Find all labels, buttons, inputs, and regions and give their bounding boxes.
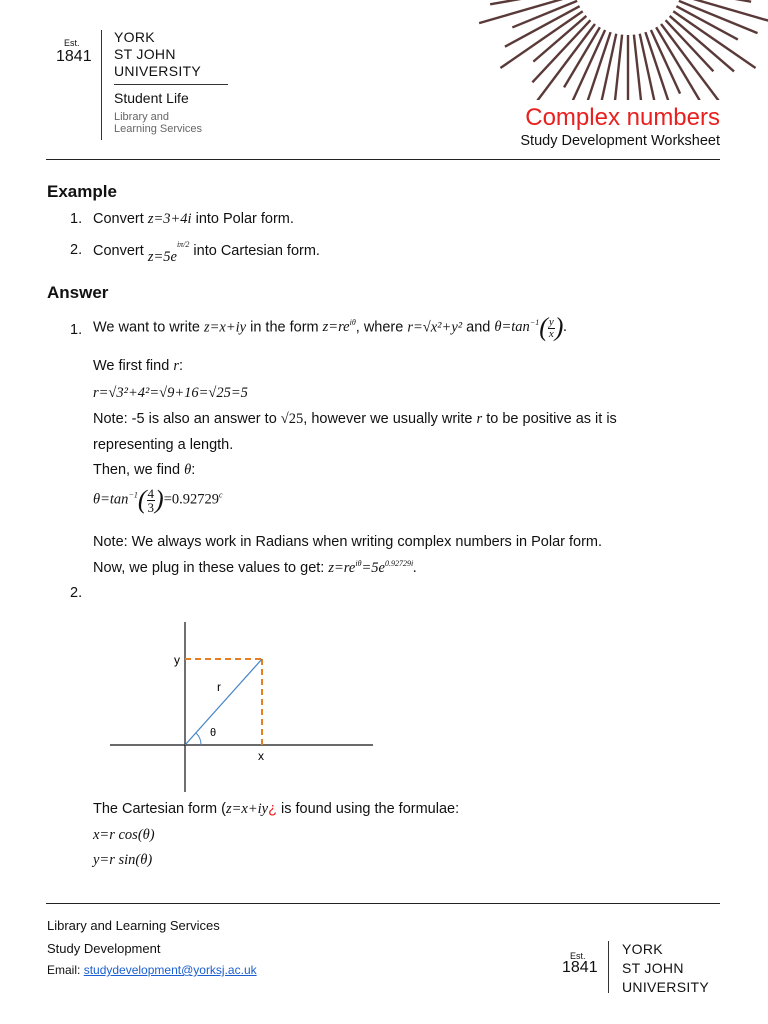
a1-fraction [548, 317, 555, 340]
plug-math: $z=re^{i\theta}=5e^{0.92729i}$. [328, 559, 417, 576]
a1-frac-den: x [548, 327, 554, 340]
example-2-pre: Convert [93, 242, 144, 259]
a1-text-b: in the form [250, 319, 319, 336]
note1-line2: representing a length. [93, 437, 234, 453]
logo-line3: UNIVERSITY [114, 63, 202, 79]
note1-a: Note: -5 is also an answer to [93, 411, 277, 427]
first-find-var: r [173, 358, 179, 374]
plug-math-a: z=re [328, 559, 356, 576]
a1-frac-num: y [548, 315, 554, 328]
then-find-text: Then, we find [93, 462, 181, 478]
logo-underline [114, 84, 228, 85]
example-1-num: 1. [70, 211, 83, 227]
example-2-text [93, 240, 320, 265]
logo-est: Est. [64, 38, 80, 48]
example-2-post: into Cartesian form. [193, 242, 320, 259]
footer-email-row [47, 963, 257, 977]
lls-line2: Learning Services [114, 123, 203, 135]
plug-line [93, 559, 417, 577]
student-life-label: Student Life [114, 90, 189, 106]
theta-calc-exp: −1 [128, 490, 138, 500]
diagram-r-label: r [217, 680, 221, 694]
a1-math-2-base: z=re [322, 319, 350, 336]
diagram-y-label: y [174, 653, 180, 667]
formula-y: y=r sin(θ) [93, 852, 153, 868]
answer-heading: Answer [47, 283, 109, 302]
plug-text: Now, we plug in these values to get: [93, 559, 325, 576]
lls-line1: Library and [114, 111, 170, 123]
footer-logo-year: 1841 [562, 959, 598, 976]
a1-math-2-exp: iθ [349, 318, 356, 328]
sunburst-ray [579, 32, 611, 100]
footer-logo-name [622, 940, 709, 997]
a1-math-1: z=x+iy [203, 319, 247, 336]
footer-email-link[interactable]: studydevelopment@yorksj.ac.uk [83, 963, 257, 977]
a1-text-a: We want to write [93, 319, 200, 336]
page-subtitle: Study Development Worksheet [520, 133, 720, 149]
cartesian-line [93, 801, 459, 818]
answer-1-line [93, 313, 567, 343]
note1-b: , however we usually write [303, 411, 473, 427]
then-find-var: θ [184, 462, 192, 478]
a1-math-4-base: θ=tan [494, 319, 530, 336]
theta-fraction [147, 487, 156, 514]
sunburst-ray [682, 0, 751, 2]
example-2-math-base: z=5e [147, 248, 177, 265]
diagram-theta-label: θ [210, 727, 217, 739]
theta-frac-den: 3 [147, 499, 155, 515]
r-calculation: r=√3²+4²=√9+16=√25=5 [93, 385, 248, 401]
example-2-num: 2. [70, 242, 83, 258]
a1-math-2 [323, 319, 356, 335]
theta-arc [196, 733, 201, 745]
note1-line [93, 411, 617, 428]
answer-1-num: 1. [70, 322, 83, 338]
plug-math-b-exp: 0.92729i [384, 559, 414, 568]
sunburst-ray [490, 0, 574, 4]
example-1-text [93, 211, 294, 228]
sunburst-ray [645, 32, 677, 100]
page-title: Complex numbers [525, 104, 720, 131]
example-heading: Example [47, 182, 117, 201]
lls-label [114, 111, 202, 135]
cart-text-a: The Cartesian form ( [93, 801, 226, 817]
footer-logo-est: Est. [570, 951, 586, 961]
example-1-pre: Convert [93, 211, 144, 227]
r-line [185, 659, 262, 745]
logo-line2: ST JOHN [114, 46, 176, 62]
footer-rule [46, 903, 720, 904]
footer-logo-line2: ST JOHN [622, 960, 684, 976]
sunburst-decoration [470, 0, 768, 100]
cart-math: z=x+iy [225, 801, 269, 817]
sunburst-ray [532, 20, 590, 82]
footer-logo-divider [608, 941, 609, 993]
plug-math-a-exp: iθ [355, 559, 362, 568]
theta-frac-num: 4 [147, 485, 155, 501]
sunburst-ray [670, 16, 734, 72]
footer-email-label: Email: [47, 963, 81, 977]
theta-calc-a: θ=tan [93, 491, 129, 508]
sunburst-ray [500, 11, 582, 68]
footer-logo-line1: YORK [622, 941, 663, 957]
sunburst-ray [673, 11, 755, 68]
footer-line2: Study Development [47, 941, 161, 956]
logo-university-name [114, 29, 201, 80]
header-rule [46, 159, 720, 160]
a1-text-d: and [466, 319, 491, 336]
a1-math-4: $\theta=\tan^{-1}$( $\frac{y}{x}$ ). [494, 313, 568, 342]
then-find-line: Then, we find θ: [93, 462, 196, 478]
sunburst-ray [601, 34, 616, 100]
a1-text-c: , where [355, 319, 404, 336]
footer-logo-line3: UNIVERSITY [622, 979, 710, 995]
theta-calculation: $\theta=\tan^{-1}$( $\frac{4}{3}$ )=0.92729$^c$ [93, 485, 223, 515]
argand-diagram [108, 618, 378, 798]
cart-text-b: is found using the formulae: [276, 801, 460, 817]
example-1-post: into Polar form. [195, 211, 294, 227]
sunburst-ray [634, 35, 642, 100]
answer-2-num: 2. [70, 585, 83, 601]
logo-year: 1841 [56, 48, 92, 65]
theta-calc-b: =0.92729 [163, 491, 219, 508]
first-find-line: We first find r: [93, 358, 183, 374]
cart-error-glyph: ¿ [268, 801, 277, 817]
example-2-math-exp: iπ/2 [176, 240, 190, 249]
footer-line1: Library and Learning Services [47, 918, 220, 933]
plug-math-b: =5e [361, 559, 385, 576]
theta-calc-sup: c [219, 490, 223, 500]
a1-math-3: r=√x²+y² [407, 319, 463, 336]
formula-x: x=r cos(θ) [93, 827, 155, 843]
note1-c: to be positive as it is [486, 411, 617, 427]
note1-var: r [476, 411, 483, 427]
note1-math: √25 [280, 411, 304, 427]
example-1-math: z=3+4i [147, 211, 192, 227]
note2-line: Note: We always work in Radians when writing complex numbers in Polar form. [93, 534, 603, 550]
a1-math-4-exp: −1 [529, 318, 540, 328]
logo-line1: YORK [114, 29, 155, 45]
logo-divider [101, 30, 102, 140]
first-find-text: We first find [93, 358, 170, 374]
diagram-x-label: x [258, 749, 264, 763]
